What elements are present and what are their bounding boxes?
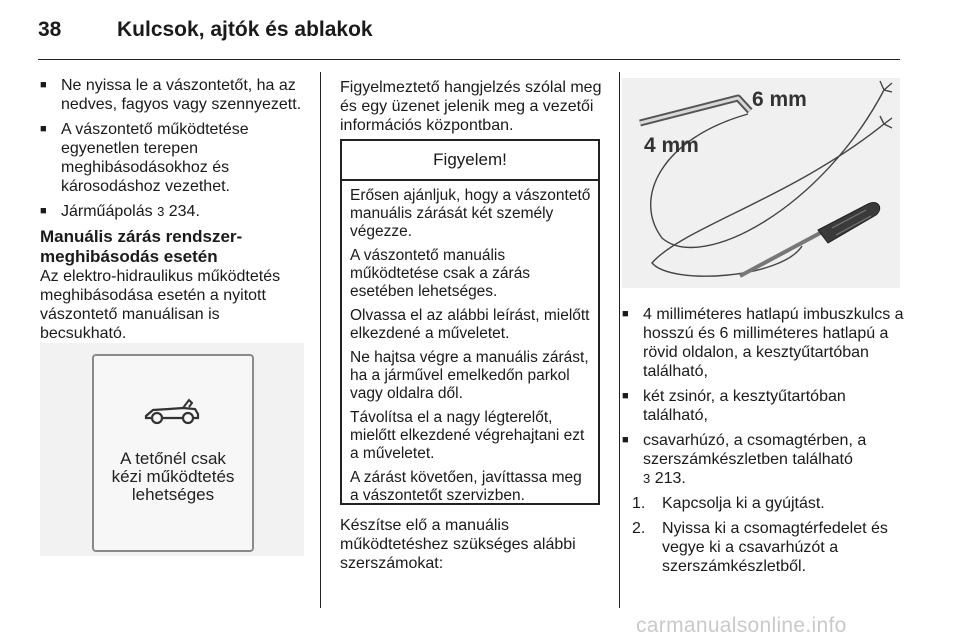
step-item: [622, 519, 904, 576]
warning-paragraph: Olvassa el az alábbi leírást, mielőtt elkezdené a műveletet.: [350, 307, 590, 342]
indicator-line: lehetséges: [131, 485, 215, 504]
warning-body: [342, 181, 598, 505]
section-heading: Manuális zárás rendszer-meghibásodás esetén: [40, 227, 243, 266]
page-number: 38: [38, 18, 62, 41]
column-2: [340, 78, 604, 135]
bullet-item: [40, 120, 310, 196]
page-reference[interactable]: 213.: [654, 470, 686, 487]
bullet-item-reference: [622, 431, 904, 488]
warning-paragraph: A zárást követően, javíttassa meg a vászontetőt szervizben.: [350, 469, 582, 504]
step-text: Nyissa ki a csomagtérfedelet és vegye ki a csavarhúzót a szerszámkészletből.: [662, 520, 888, 575]
step-number: 1.: [632, 495, 646, 512]
indicator-line: kézi működtetés: [111, 467, 235, 486]
warning-paragraph: A vászontető manuális működtetése csak a zárás esetében lehetséges.: [350, 247, 531, 300]
page-header-title: Kulcsok, ajtók és ablakok: [117, 18, 373, 41]
bullet-text: csavarhúzó, a csomagtérben, a szerszámkészletben található: [643, 432, 867, 468]
intro-paragraph: Figyelmeztető hangjelzés szólal meg és egy üzenet jelenik meg a vezetői információs központban.: [340, 79, 602, 134]
indicator-message: [92, 450, 254, 504]
bullet-text: Járműápolás: [61, 203, 153, 220]
bullet-text: két zsinór, a kesztyűtartóban található,: [643, 388, 846, 424]
bullet-item-reference: [40, 202, 310, 221]
bullet-text: Ne nyissa le a vászontetőt, ha az nedves, fagyos vagy szennyezett.: [61, 77, 302, 113]
column-3: [622, 305, 904, 582]
warning-box: [340, 139, 600, 505]
bullet-item: [622, 387, 904, 425]
page-reference-arrow-icon[interactable]: 3: [157, 204, 165, 219]
bullet-item: [40, 76, 310, 114]
bullet-text: A vászontető működtetése egyenetlen terepen meghibásodásokhoz és károsodáshoz vezethet.: [61, 121, 249, 195]
bullet-text: 4 milliméteres hatlapú imbuszkulcs a hosszú és 6 milliméteres hatlapú a rövid oldalon, a kesztyűtartóban található,: [643, 306, 904, 380]
header-rule: [38, 59, 900, 60]
label-4mm: 4 mm: [644, 134, 699, 157]
column-divider-2: [619, 72, 620, 608]
page-reference[interactable]: 234.: [168, 203, 200, 220]
column-1: [40, 76, 310, 343]
column-divider-1: [320, 72, 321, 608]
step-number: 2.: [632, 520, 646, 537]
convertible-car-icon: [143, 397, 201, 427]
watermark: carmanualsonline.info: [636, 614, 847, 637]
column-2-outro: [340, 516, 604, 573]
bullet-item: [622, 305, 904, 381]
indicator-line: A tetőnél csak: [120, 449, 226, 468]
warning-paragraph: Távolítsa el a nagy légterelőt, mielőtt elkezdené végrehajtani ezt a műveletet.: [350, 409, 585, 462]
label-6mm: 6 mm: [752, 88, 807, 111]
tools-illustration: [622, 78, 900, 288]
outro-paragraph: Készítse elő a manuális működtetéshez szükséges alábbi szerszámokat:: [340, 517, 576, 572]
warning-title: Figyelem!: [342, 141, 598, 181]
section-body: Az elektro-hidraulikus működtetés meghibásodása esetén a nyitott vászontető manuálisan is becsukható.: [40, 268, 281, 342]
warning-paragraph: Erősen ajánljuk, hogy a vászontető manuális zárását két személy végezze.: [350, 187, 591, 240]
page-reference-arrow-icon[interactable]: 3: [643, 471, 651, 486]
tools-drawing: [622, 78, 900, 288]
step-item: [622, 494, 904, 513]
step-text: Kapcsolja ki a gyújtást.: [662, 495, 825, 512]
screwdriver-icon: [740, 232, 822, 276]
warning-paragraph: Ne hajtsa végre a manuális zárást, ha a járművel emelkedőn parkol vagy oldalra dől.: [350, 349, 589, 402]
